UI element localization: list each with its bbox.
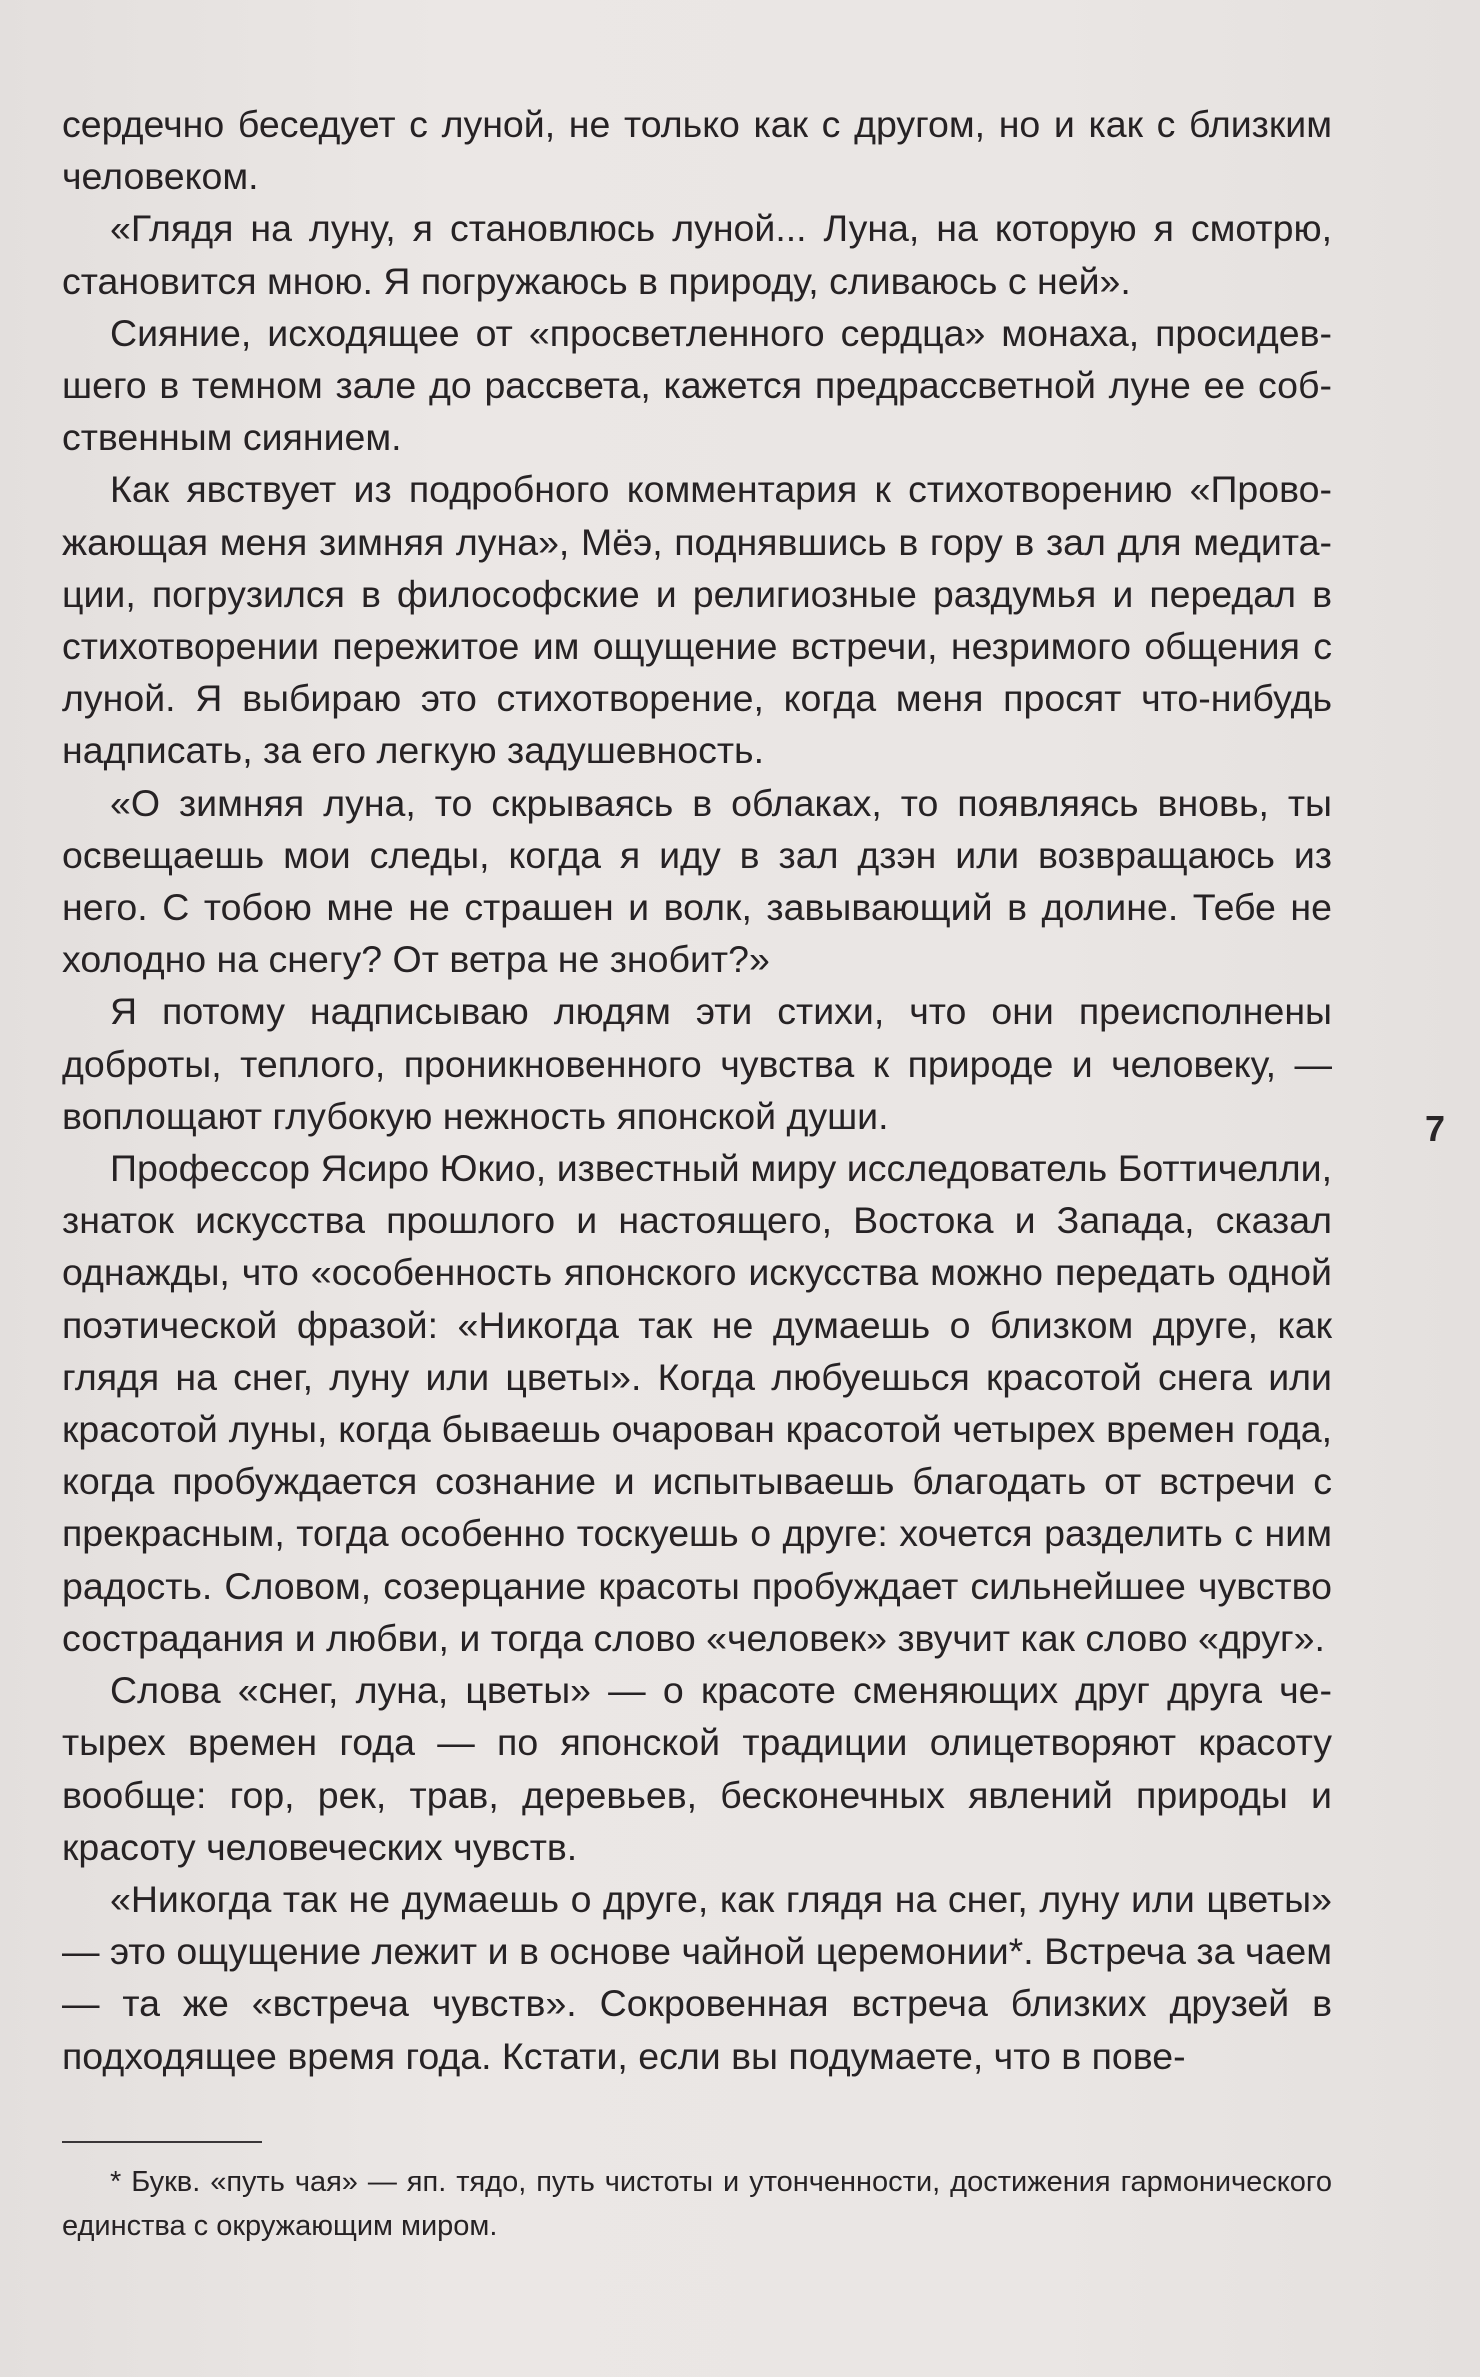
paragraph-6: Я потому надписываю людям эти стихи, что они преисполнены доброты, теплого, проникновенного чувства к природе и человеку, — воплощают глубокую нежность японской души.: [62, 990, 1332, 1137]
main-text: [62, 98, 1332, 2082]
paragraph-8: Слова «снег, луна, цветы» — о красоте сменяющих друг друга четырех времен года — по японской традиции олицетворяют красоту вообще: гор, рек, трав, деревьев, бесконечных явлений природы и красоту человеческих чувств.: [62, 1669, 1332, 1868]
paragraph-5: «О зимняя луна, то скрываясь в облаках, то появляясь вновь, ты освещаешь мои следы, когда я иду в зал дзэн или возвращаюсь из него. С тобою мне не страшен и волк, завывающий в долине. Тебе не холодно на снегу? От ветра не знобит?»: [62, 781, 1332, 981]
footnote-divider: [62, 2141, 262, 2143]
footnote: * Букв. «путь чая» — яп. тядо, путь чистоты и утонченности, достижения гармонического единства с окружающим миром.: [62, 2166, 1332, 2242]
page-number: 7: [1425, 1108, 1446, 1149]
paragraph-4: Как явствует из подробного комментария к стихотворению «Провожающая меня зимняя луна», Мёэ, поднявшись в гору в зал для медитации, погрузился в философские и религиозные раздумья и передал в стихотворении пережитое им ощущение встречи, незримого общения с луной. Я выбираю это стихотворение, когда меня просят что-нибудь надписать, за его легкую задушевность.: [62, 468, 1332, 772]
paragraph-3: Сияние, исходящее от «просветленного сердца» монаха, просидевшего в темном зале до рассвета, кажется предрассветной луне ее собственным сиянием.: [62, 311, 1332, 459]
paragraph-2: «Глядя на луну, я становлюсь луной... Луна, на которую я смотрю, становится мною. Я погружаюсь в природу, сливаюсь с ней».: [62, 207, 1332, 302]
paragraph-9: «Никогда так не думаешь о друге, как глядя на снег, луну или цветы» — это ощущение лежит и в основе чайной церемонии*. Встреча за чаем — та же «встреча чувств». Сокровенная встреча близких друзей в подходящее время года. Кстати, если вы подумаете, что в пове-: [62, 1877, 1332, 2077]
paragraph-1: сердечно беседует с луной, не только как с другом, но и как с близким человеком.: [62, 103, 1332, 198]
paragraph-7: Профессор Ясиро Юкио, известный миру исследователь Боттичелли, знаток искусства прошлого и настоящего, Востока и Запада, сказал однажды, что «особенность японского искусства можно передать одной поэтической фразой: «Никогда так не думаешь о близком друге, как глядя на снег, луну или цветы». Когда любуешься красотой снега или красотой луны, когда бываешь очарован красотой четырех времен года, когда пробуждается сознание и испытываешь благодать от встречи с прекрасным, тогда особенно тоскуешь о друге: хочется разделить с ним радость. Словом, созерцание красоты пробуждает сильнейшее чувство сострадания и любви, и тогда слово «человек» звучит как слово «друг».: [62, 1147, 1332, 1659]
